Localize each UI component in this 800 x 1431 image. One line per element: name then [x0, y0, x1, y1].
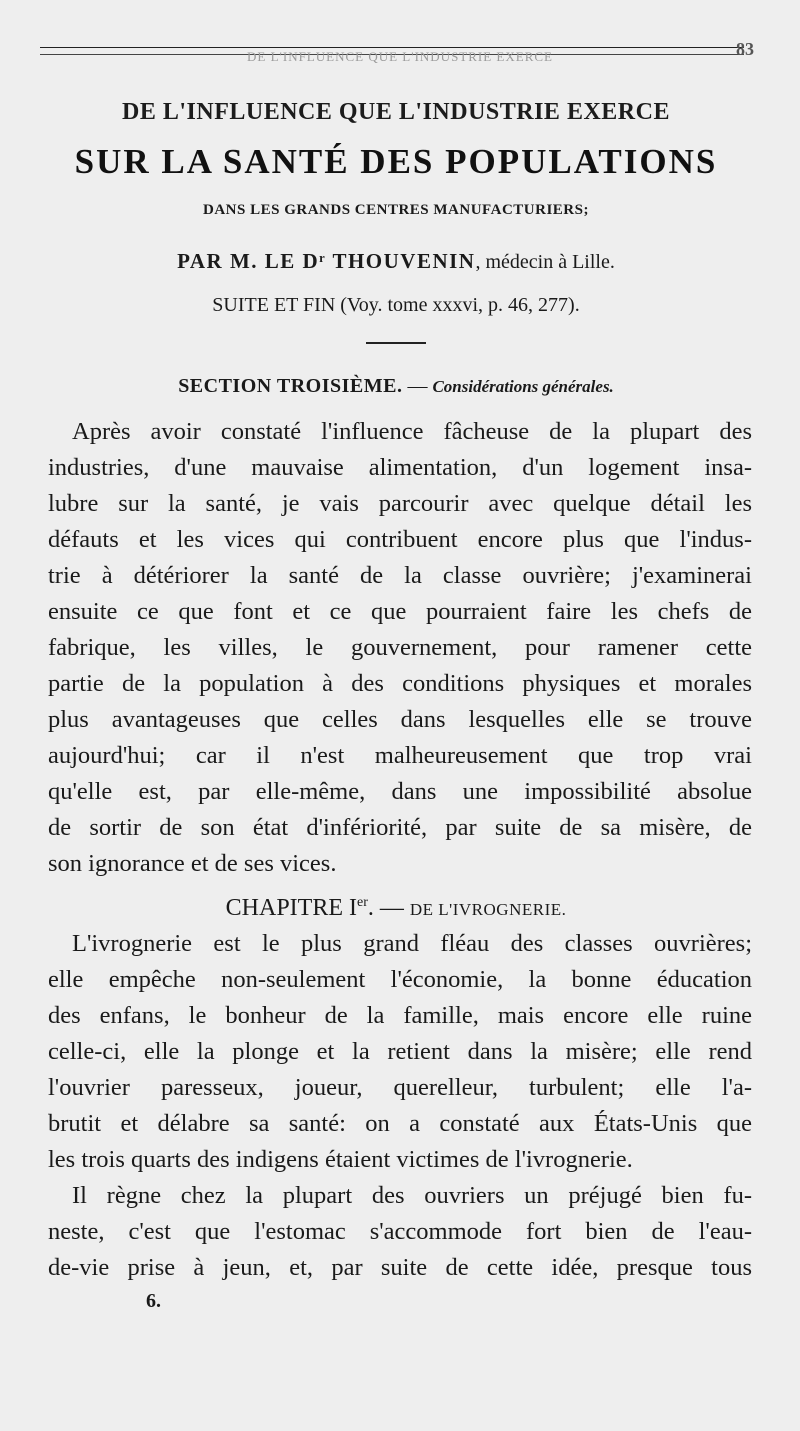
section-heading	[40, 371, 752, 402]
chapter-heading	[40, 886, 752, 927]
signature-mark: 6.	[146, 1290, 161, 1312]
paragraph-1-line: défauts et les vices qui contribuent encore plus que l'indus-	[48, 526, 752, 553]
author-role: , médecin à Lille.	[475, 251, 615, 273]
paragraph-2-line: des enfans, le bonheur de la famille, mais encore elle ruine	[48, 1002, 752, 1029]
header-rule	[40, 47, 744, 48]
paragraph-3-line: neste, c'est que l'estomac s'accommode fort bien de l'eau-	[48, 1218, 752, 1245]
running-head: DE L'INFLUENCE QUE L'INDUSTRIE EXERCE	[247, 49, 553, 64]
section-title: SECTION TROISIÈME.	[178, 375, 403, 397]
paragraph-2-line: L'ivrognerie est le plus grand fléau des classes ouvrières;	[72, 930, 752, 957]
paragraph-1-line: aujourd'hui; car il n'est malheureusement que trop vrai	[48, 742, 752, 769]
paragraph-1-line: son ignorance et de ses vices.	[48, 850, 337, 877]
chapter-dash: . —	[367, 895, 410, 921]
title-line-2: SUR LA SANTÉ DES POPULATIONS	[74, 142, 718, 181]
paragraph-1-line: trie à détériorer la santé de la classe ouvrière; j'examinerai	[48, 562, 752, 589]
paragraph-1-line: industries, d'une mauvaise alimentation, d'un logement insa-	[48, 454, 752, 481]
title-line-3: DANS LES GRANDS CENTRES MANUFACTURIERS;	[203, 202, 589, 218]
section-dash: —	[402, 375, 433, 397]
section-divider	[366, 342, 426, 344]
paragraph-1-line: fabrique, les villes, le gouvernement, pour ramener cette	[48, 634, 752, 661]
paragraph-3-line: de-vie prise à jeun, et, par suite de cette idée, presque tous	[48, 1254, 752, 1281]
title-line-1: DE L'INFLUENCE QUE L'INDUSTRIE EXERCE	[122, 99, 670, 125]
section-subtitle: Considérations générales.	[432, 377, 614, 396]
paragraph-2-line: l'ouvrier paresseux, joueur, querelleur, turbulent; elle l'a-	[48, 1074, 752, 1101]
author-name: PAR M. LE Dʳ THOUVENIN	[177, 249, 476, 273]
byline	[40, 246, 752, 277]
paragraph-2-line: celle-ci, elle la plonge et la retient dans la misère; elle rend	[48, 1038, 752, 1065]
paragraph-1-line: de sortir de son état d'infériorité, par suite de sa misère, de	[48, 814, 752, 841]
page-number: 83	[736, 39, 754, 59]
paragraph-1-line: partie de la population à des conditions physiques et morales	[48, 670, 752, 697]
paragraph-1-line: ensuite ce que font et ce que pourraient faire les chefs de	[48, 598, 752, 625]
chapter-label: CHAPITRE I	[225, 895, 357, 921]
paragraph-1-line: plus avantageuses que celles dans lesquelles elle se trouve	[48, 706, 752, 733]
chapter-title: DE L'IVROGNERIE.	[409, 900, 567, 919]
paragraph-1-line: lubre sur la santé, je vais parcourir avec quelque détail les	[48, 490, 752, 517]
paragraph-1-line: qu'elle est, par elle-même, dans une impossibilité absolue	[48, 778, 752, 805]
paragraph-1-line: Après avoir constaté l'influence fâcheuse de la plupart des	[72, 418, 752, 445]
chapter-ordinal: er	[356, 895, 368, 910]
paragraph-2-line: les trois quarts des indigens étaient victimes de l'ivrognerie.	[48, 1146, 633, 1173]
paragraph-2-line: elle empêche non-seulement l'économie, la bonne éducation	[48, 966, 752, 993]
paragraph-3-line: Il règne chez la plupart des ouvriers un préjugé bien fu-	[72, 1182, 752, 1209]
continuation-note: SUITE ET FIN (Voy. tome xxxvi, p. 46, 277).	[212, 294, 580, 316]
paragraph-2-line: brutit et délabre sa santé: on a constaté aux États-Unis que	[48, 1110, 752, 1137]
